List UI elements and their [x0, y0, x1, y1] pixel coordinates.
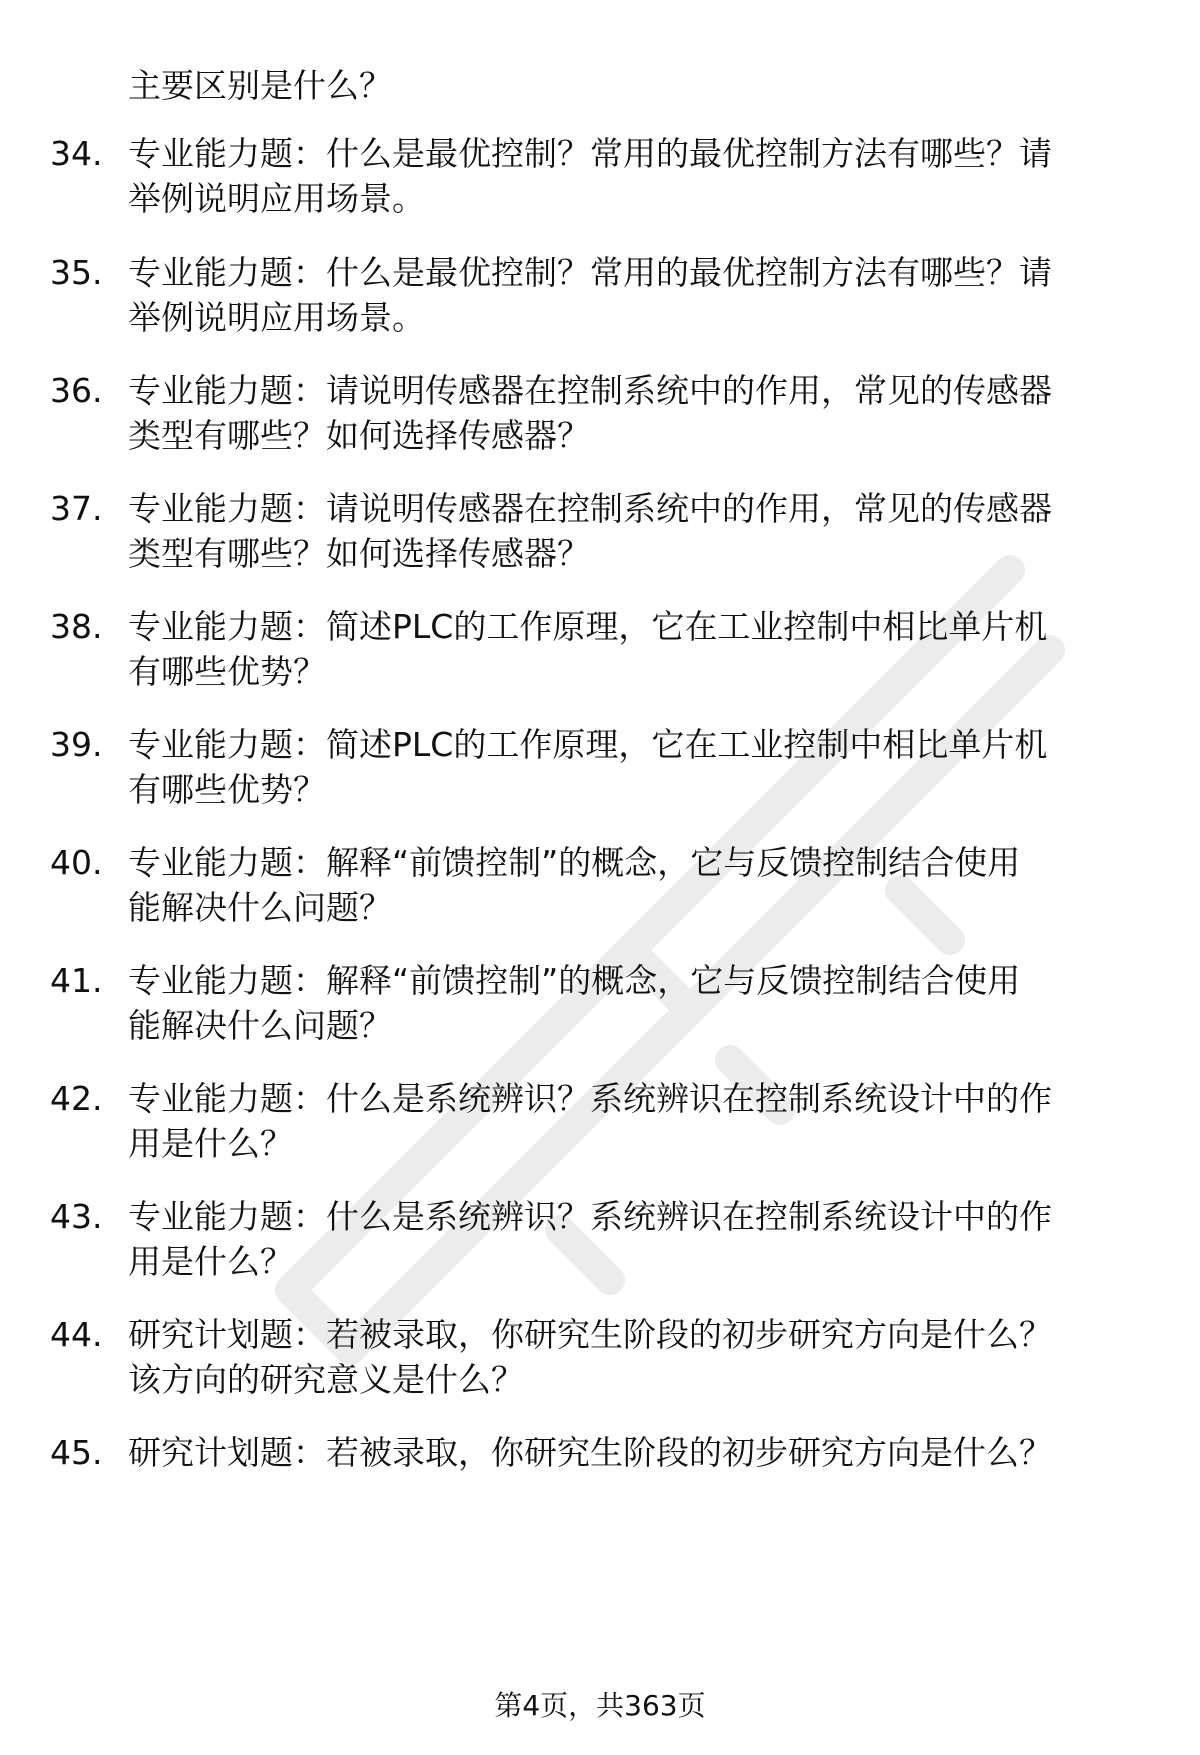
continuation-line: 主要区别是什么？ [128, 66, 392, 105]
question-number: 34. [50, 134, 103, 173]
question-text [128, 1194, 1138, 1284]
question-number: 39. [50, 725, 103, 764]
question-line: 专业能力题：什么是系统辨识？系统辨识在控制系统设计中的作 [128, 1197, 1052, 1236]
question-line: 专业能力题：请说明传感器在控制系统中的作用，常见的传感器 [128, 489, 1052, 528]
question-line: 举例说明应用场景。 [128, 298, 425, 337]
question-text [128, 131, 1138, 221]
question-line: 专业能力题：什么是系统辨识？系统辨识在控制系统设计中的作 [128, 1079, 1052, 1118]
question-text [128, 1312, 1138, 1402]
question-number: 43. [50, 1197, 103, 1236]
question-number: 37. [50, 489, 103, 528]
page-footer: 第4页，共363页 [494, 1689, 706, 1722]
question-number: 42. [50, 1079, 103, 1118]
question-line: 用是什么？ [128, 1124, 293, 1163]
question-line: 专业能力题：请说明传感器在控制系统中的作用，常见的传感器 [128, 371, 1052, 410]
question-line: 该方向的研究意义是什么？ [128, 1360, 524, 1399]
question-text [128, 1430, 1138, 1475]
question-text [128, 958, 1138, 1048]
question-text [128, 604, 1138, 694]
question-text [128, 1076, 1138, 1166]
question-line: 专业能力题：解释“前馈控制”的概念，它与反馈控制结合使用 [128, 843, 1021, 882]
question-line: 专业能力题：什么是最优控制？常用的最优控制方法有哪些？请 [128, 134, 1052, 173]
question-line: 专业能力题：解释“前馈控制”的概念，它与反馈控制结合使用 [128, 961, 1021, 1000]
question-number: 36. [50, 371, 103, 410]
question-text [128, 486, 1138, 576]
question-line: 研究计划题：若被录取，你研究生阶段的初步研究方向是什么？ [128, 1315, 1052, 1354]
question-text [128, 250, 1138, 340]
question-line: 研究计划题：若被录取，你研究生阶段的初步研究方向是什么？ [128, 1433, 1052, 1472]
question-text [128, 722, 1138, 812]
question-line: 专业能力题：什么是最优控制？常用的最优控制方法有哪些？请 [128, 253, 1052, 292]
question-number: 45. [50, 1433, 103, 1472]
question-number: 35. [50, 253, 103, 292]
question-line: 能解决什么问题？ [128, 888, 392, 927]
question-line: 有哪些优势？ [128, 652, 326, 691]
question-line: 类型有哪些？如何选择传感器？ [128, 534, 590, 573]
question-line: 用是什么？ [128, 1242, 293, 1281]
question-number: 38. [50, 607, 103, 646]
question-number: 44. [50, 1315, 103, 1354]
question-line: 举例说明应用场景。 [128, 179, 425, 218]
question-line: 专业能力题：简述PLC的工作原理，它在工业控制中相比单片机 [128, 725, 1048, 764]
question-line: 能解决什么问题？ [128, 1006, 392, 1045]
question-number: 41. [50, 961, 103, 1000]
question-text [128, 368, 1138, 458]
question-line: 有哪些优势？ [128, 770, 326, 809]
question-number: 40. [50, 843, 103, 882]
question-text [128, 840, 1138, 930]
question-line: 类型有哪些？如何选择传感器？ [128, 416, 590, 455]
question-line: 专业能力题：简述PLC的工作原理，它在工业控制中相比单片机 [128, 607, 1048, 646]
